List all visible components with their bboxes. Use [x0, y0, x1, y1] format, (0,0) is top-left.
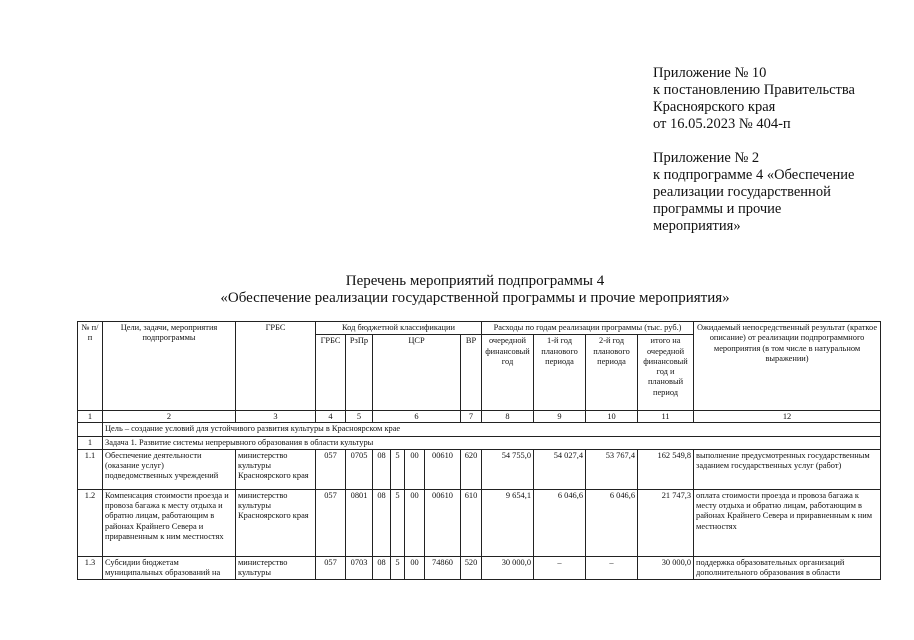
- row-total: 21 747,3: [638, 489, 694, 556]
- row-result: оплата стоимости проезда и провоза багажа к месту отдыха и обратно лицам, работающим в районах Крайнего Севера и приравненным к ним местностях: [694, 489, 881, 556]
- header-year-2: 1-й год планового периода: [534, 335, 586, 411]
- row-grbs: министерство культуры: [236, 556, 316, 580]
- row-grbs-code: 057: [316, 489, 346, 556]
- row-num: 1.1: [78, 449, 103, 489]
- row-grbs-code: 057: [316, 449, 346, 489]
- column-number: 7: [461, 411, 482, 423]
- goal-text: Цель – создание условий для устойчивого развития культуры в Красноярском крае: [103, 423, 881, 436]
- header-num: № п/п: [78, 322, 103, 411]
- annex-2-line: программы и прочие: [653, 201, 782, 217]
- header-rzpr: РзПр: [346, 335, 373, 411]
- column-number: 1: [78, 411, 103, 423]
- header-expenses: Расходы по годам реализации программы (тыс. руб.): [482, 322, 694, 335]
- task-row: [78, 436, 881, 449]
- table-row: [78, 449, 881, 489]
- annex-10-line: Приложение № 10: [653, 65, 767, 81]
- row-activity: Обеспечение деятельности (оказание услуг) подведомственных учреждений: [103, 449, 236, 489]
- table-header-row: [78, 322, 881, 335]
- row-activity: Компенсация стоимости проезда и провоза багажа к месту отдыха и обратно лицам, работающим в районах Крайнего Севера и приравненным к ним местностях: [103, 489, 236, 556]
- column-number: 3: [236, 411, 316, 423]
- header-grbs: ГРБС: [236, 322, 316, 411]
- header-total: итого на очередной финансовый год и плановый период: [638, 335, 694, 411]
- column-number: 4: [316, 411, 346, 423]
- row-vr: 620: [461, 449, 482, 489]
- row-csr-2: 5: [391, 556, 405, 580]
- row-csr-1: 08: [373, 449, 391, 489]
- row-year-1: 9 654,1: [482, 489, 534, 556]
- row-year-1: 30 000,0: [482, 556, 534, 580]
- table-row: [78, 556, 881, 580]
- row-total: 162 549,8: [638, 449, 694, 489]
- header-budget-code: Код бюджетной классификации: [316, 322, 482, 335]
- row-rzpr: 0703: [346, 556, 373, 580]
- row-csr-1: 08: [373, 489, 391, 556]
- annex-2-line: реализации государственной: [653, 184, 831, 200]
- row-rzpr: 0801: [346, 489, 373, 556]
- document-title: [150, 273, 800, 307]
- row-csr-1: 08: [373, 556, 391, 580]
- column-number: 8: [482, 411, 534, 423]
- column-number: 9: [534, 411, 586, 423]
- column-number: 11: [638, 411, 694, 423]
- row-csr-2: 5: [391, 449, 405, 489]
- row-num: 1.3: [78, 556, 103, 580]
- annex-2-header: [653, 150, 903, 235]
- row-year-1: 54 755,0: [482, 449, 534, 489]
- row-num: 1.2: [78, 489, 103, 556]
- row-year-2: –: [534, 556, 586, 580]
- document-title-line-1: Перечень мероприятий подпрограммы 4: [345, 273, 605, 289]
- column-number: 6: [373, 411, 461, 423]
- activities-table: [77, 321, 881, 580]
- row-csr-3: 00: [405, 556, 425, 580]
- row-result: выполнение предусмотренных государственным заданием государственных услуг (работ): [694, 449, 881, 489]
- column-number: 10: [586, 411, 638, 423]
- row-vr: 520: [461, 556, 482, 580]
- annex-10-line: Красноярского края: [653, 99, 776, 115]
- header-csr: ЦСР: [373, 335, 461, 411]
- header-vr: ВР: [461, 335, 482, 411]
- row-csr-4: 00610: [425, 449, 461, 489]
- task-text: Задача 1. Развитие системы непрерывного образования в области культуры: [103, 436, 881, 449]
- row-result: поддержка образовательных организаций дополнительного образования в области: [694, 556, 881, 580]
- row-year-2: 54 027,4: [534, 449, 586, 489]
- column-number: 5: [346, 411, 373, 423]
- table-row: [78, 489, 881, 556]
- annex-2-line: мероприятия»: [653, 218, 741, 234]
- row-grbs-code: 057: [316, 556, 346, 580]
- row-csr-3: 00: [405, 489, 425, 556]
- annex-2-line: Приложение № 2: [653, 150, 760, 166]
- column-number: 12: [694, 411, 881, 423]
- row-grbs: министерство культуры Красноярского края: [236, 449, 316, 489]
- row-year-2: 6 046,6: [534, 489, 586, 556]
- header-year-1: очередной финансовый год: [482, 335, 534, 411]
- row-rzpr: 0705: [346, 449, 373, 489]
- row-csr-3: 00: [405, 449, 425, 489]
- row-csr-2: 5: [391, 489, 405, 556]
- annex-10-line: к постановлению Правительства: [653, 82, 855, 98]
- header-goals: Цели, задачи, мероприятия подпрограммы: [103, 322, 236, 411]
- task-num: 1: [78, 436, 103, 449]
- annex-10-header: [653, 65, 903, 133]
- column-number: 2: [103, 411, 236, 423]
- goal-row: [78, 423, 881, 436]
- annex-10-line: от 16.05.2023 № 404-п: [653, 116, 791, 132]
- row-csr-4: 00610: [425, 489, 461, 556]
- annex-2-line: к подпрограмме 4 «Обеспечение: [653, 167, 855, 183]
- row-year-3: 6 046,6: [586, 489, 638, 556]
- header-result: Ожидаемый непосредственный результат (краткое описание) от реализации подпрограммного мероприятия (в том числе в натуральном выражении): [694, 322, 881, 411]
- row-year-3: –: [586, 556, 638, 580]
- row-vr: 610: [461, 489, 482, 556]
- header-grbs-code: ГРБС: [316, 335, 346, 411]
- row-year-3: 53 767,4: [586, 449, 638, 489]
- row-activity: Субсидии бюджетам муниципальных образований на: [103, 556, 236, 580]
- goal-num-cell: [78, 423, 103, 436]
- column-number-row: [78, 411, 881, 423]
- row-csr-4: 74860: [425, 556, 461, 580]
- row-total: 30 000,0: [638, 556, 694, 580]
- header-year-3: 2-й год планового периода: [586, 335, 638, 411]
- document-title-line-2: «Обеспечение реализации государственной программы и прочие мероприятия»: [220, 290, 730, 306]
- row-grbs: министерство культуры Красноярского края: [236, 489, 316, 556]
